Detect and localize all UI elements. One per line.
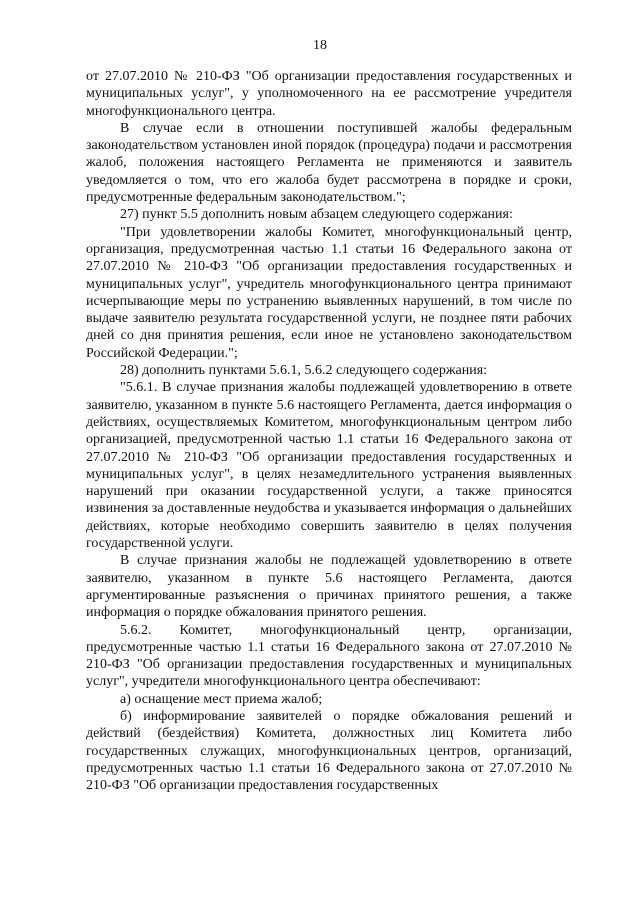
list-item-b: б) информирование заявителей о порядке обжалования решений и действий (бездействия) Комитета, должностных лиц Комитета либо государственных служащих, многофункциональных центров, организаций, предусмотренных частью 1.1 статьи 16 Федерального закона от 27.07.2010 № 210-ФЗ "Об организации предоставления государственных bbox=[86, 708, 572, 794]
paragraph-5-6-1: "5.6.1. В случае признания жалобы подлежащей удовлетворению в ответе заявителю, указанном в пункте 5.6 настоящего Регламента, дается информация о действиях, осуществляемых Комитетом, многофункциональным центром либо организацией, предусмотренной частью 1.1 статьи 16 Федерального закона от 27.07.2010 № 210-ФЗ "Об организации предоставления государственных и муниципальных услуг", в целях незамедлительного устранения выявленных нарушений при оказании государственной услуги, а также приносятся извинения за доставленные неудобства и указывается информация о дальнейших действиях, которые необходимо совершить заявителю в целях получения государственной услуги. bbox=[86, 380, 572, 552]
list-item-a: а) оснащение мест приема жалоб; bbox=[120, 691, 323, 707]
paragraph-5-6-2: 5.6.2. Комитет, многофункциональный центр, организации, предусмотренные частью 1.1 статьи 16 Федерального закона от 27.07.2010 № 210-ФЗ "Об организации предоставления государственных и муниципальных услуг", учредители многофункционального центра обеспечивают: bbox=[86, 622, 572, 690]
paragraph-complaint-rejected: В случае признания жалобы не подлежащей удовлетворению в ответе заявителю, указанном в пункте 5.6 настоящего Регламента, даются аргументированные разъяснения о причинах принятого решения, а также информация о порядке обжалования принятого решения. bbox=[86, 553, 572, 621]
paragraph-federal-legislation: В случае если в отношении поступившей жалобы федеральным законодательством установлен иной порядок (процедура) подачи и рассмотрения жалоб, положения настоящего Регламента не применяются и заявитель уведомляется о том, что его жалоба будет рассмотрена в порядке и сроки, предусмотренные федеральным законодательством."; bbox=[86, 120, 572, 206]
paragraph-satisfaction-of-complaint: "При удовлетворении жалобы Комитет, многофункциональный центр, организация, предусмотренная частью 1.1 статьи 16 Федерального закона от 27.07.2010 № 210-ФЗ "Об организации предоставления государственных и муниципальных услуг", учредитель многофункционального центра принимают исчерпывающие меры по устранению выявленных нарушений, в том числе по выдаче заявителю результата государственной услуги, не позднее пяти рабочих дней со дня принятия решения, если иное не установлено законодательством Российской Федерации."; bbox=[86, 224, 572, 361]
paragraph-item-28: 28) дополнить пунктами 5.6.1, 5.6.2 следующего содержания: bbox=[120, 363, 488, 379]
page-number: 18 bbox=[313, 38, 327, 53]
paragraph-item-27: 27) пункт 5.5 дополнить новым абзацем следующего содержания: bbox=[120, 207, 513, 223]
document-body bbox=[86, 68, 572, 794]
paragraph-continuation: от 27.07.2010 № 210-ФЗ "Об организации предоставления государственных и муниципальных услуг", у уполномоченного на ее рассмотрение учредителя многофункционального центра. bbox=[86, 69, 572, 119]
